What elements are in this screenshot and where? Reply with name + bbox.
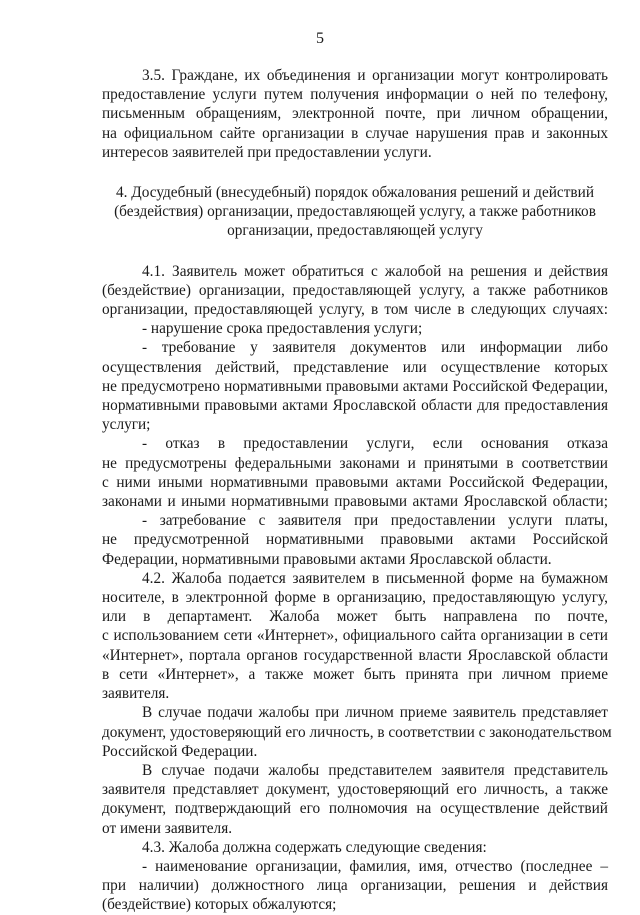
text-line: не предусмотренной нормативными правовыми актами Российской (102, 531, 608, 549)
text-line: заявителя. (102, 685, 170, 703)
text-line: - требование у заявителя документов или информации либо (142, 339, 608, 357)
list-item (102, 434, 608, 511)
text-line: нормативными правовыми актами Ярославской области для предоставления (102, 397, 608, 415)
list-item (102, 319, 608, 338)
text-line: - нарушение срока предоставления услуги; (142, 320, 423, 338)
text-line: 3.5. Граждане, их объединения и организации могут контролировать (142, 67, 608, 84)
text-line: «Интернет», портала органов государственной власти Ярославской области (102, 646, 608, 664)
text-line: в сети «Интернет», а также может быть принята при личном приеме (102, 665, 608, 683)
text-line: Федерации, нормативными правовыми актами Ярославской области. (102, 550, 552, 568)
text-line: на официальном сайте организации в случае нарушения прав и законных (102, 124, 608, 142)
list-item (102, 338, 608, 434)
text-line: организации, предоставляющей услугу, в том числе в следующих случаях: (102, 301, 608, 319)
text-line: 4.2. Жалоба подается заявителем в письменной форме на бумажном (142, 569, 608, 587)
text-line: (бездействие) организации, предоставляющей услугу, а также работников (102, 281, 608, 299)
text-line: или в департамент. Жалоба может быть направлена по почте, (102, 608, 608, 626)
document-body (102, 66, 612, 915)
text-line: 4.3. Жалоба должна содержать следующие сведения: (142, 838, 487, 856)
list-item (102, 511, 608, 569)
text-line: с ними иными нормативными правовыми актами Российской Федерации, (102, 473, 608, 491)
text-line: осуществления действий, представление или осуществление которых (102, 358, 608, 376)
list-item (102, 857, 608, 915)
text-line: В случае подачи жалобы представителем заявителя представитель (142, 761, 608, 779)
text-line: с использованием сети «Интернет», официального сайта организации в сети (102, 627, 608, 645)
text-line: услуги; (102, 416, 151, 434)
paragraph-3-5 (102, 66, 608, 162)
text-line: 4.1. Заявитель может обратиться с жалобой на решения и действия (142, 262, 608, 280)
paragraph-4-2-personal (102, 703, 612, 761)
text-line: (бездействие) которых обжалуются; (102, 896, 337, 914)
paragraph-4-2-representative (102, 761, 608, 838)
paragraph-4-1 (102, 262, 608, 320)
paragraph-4-2 (102, 569, 608, 703)
paragraph-4-3 (102, 838, 608, 857)
text-line: носителе, в электронной форме в организацию, предоставляющую услугу, (102, 589, 608, 607)
text-line: Российской Федерации. (102, 742, 258, 760)
page-number: 5 (316, 30, 324, 47)
text-line: документ, удостоверяющий его личность, в соответствии с законодательством (102, 723, 612, 741)
text-line: не предусмотрено нормативными правовыми актами Российской Федерации, (102, 377, 608, 395)
text-line: от имени заявителя. (102, 819, 233, 837)
text-line: - наименование организации, фамилия, имя, отчество (последнее – (142, 857, 608, 875)
heading-line: (бездействия) организации, предоставляющей услугу, а также работников (114, 203, 596, 221)
text-line: интересов заявителей при предоставлении услуги. (102, 143, 432, 161)
text-line: законами и иными нормативными правовыми актами Ярославской области; (102, 493, 608, 511)
text-line: документ, подтверждающий его полномочия на осуществление действий (102, 800, 608, 818)
text-line: заявителя представляет документ, удостоверяющий его личность, а также (102, 781, 608, 799)
text-line: предоставление услуги путем получения информации о ней по телефону, (102, 86, 608, 104)
text-line: не предусмотрены федеральными законами и принятыми в соответствии (102, 454, 608, 472)
section-4-heading (102, 183, 608, 241)
text-line: В случае подачи жалобы при личном приеме заявитель представляет (142, 704, 608, 722)
heading-line: организации, предоставляющей услугу (227, 222, 483, 240)
text-line: - затребование с заявителя при предоставлении услуги платы, (142, 512, 608, 530)
text-line: письменным обращениям, электронной почте, при личном обращении, (102, 105, 608, 123)
text-line: при наличии) должностного лица организации, решения и действия (102, 877, 608, 895)
heading-line: 4. Досудебный (внесудебный) порядок обжалования решений и действий (115, 184, 595, 202)
text-line: - отказ в предоставлении услуги, если основания отказа (142, 435, 608, 453)
